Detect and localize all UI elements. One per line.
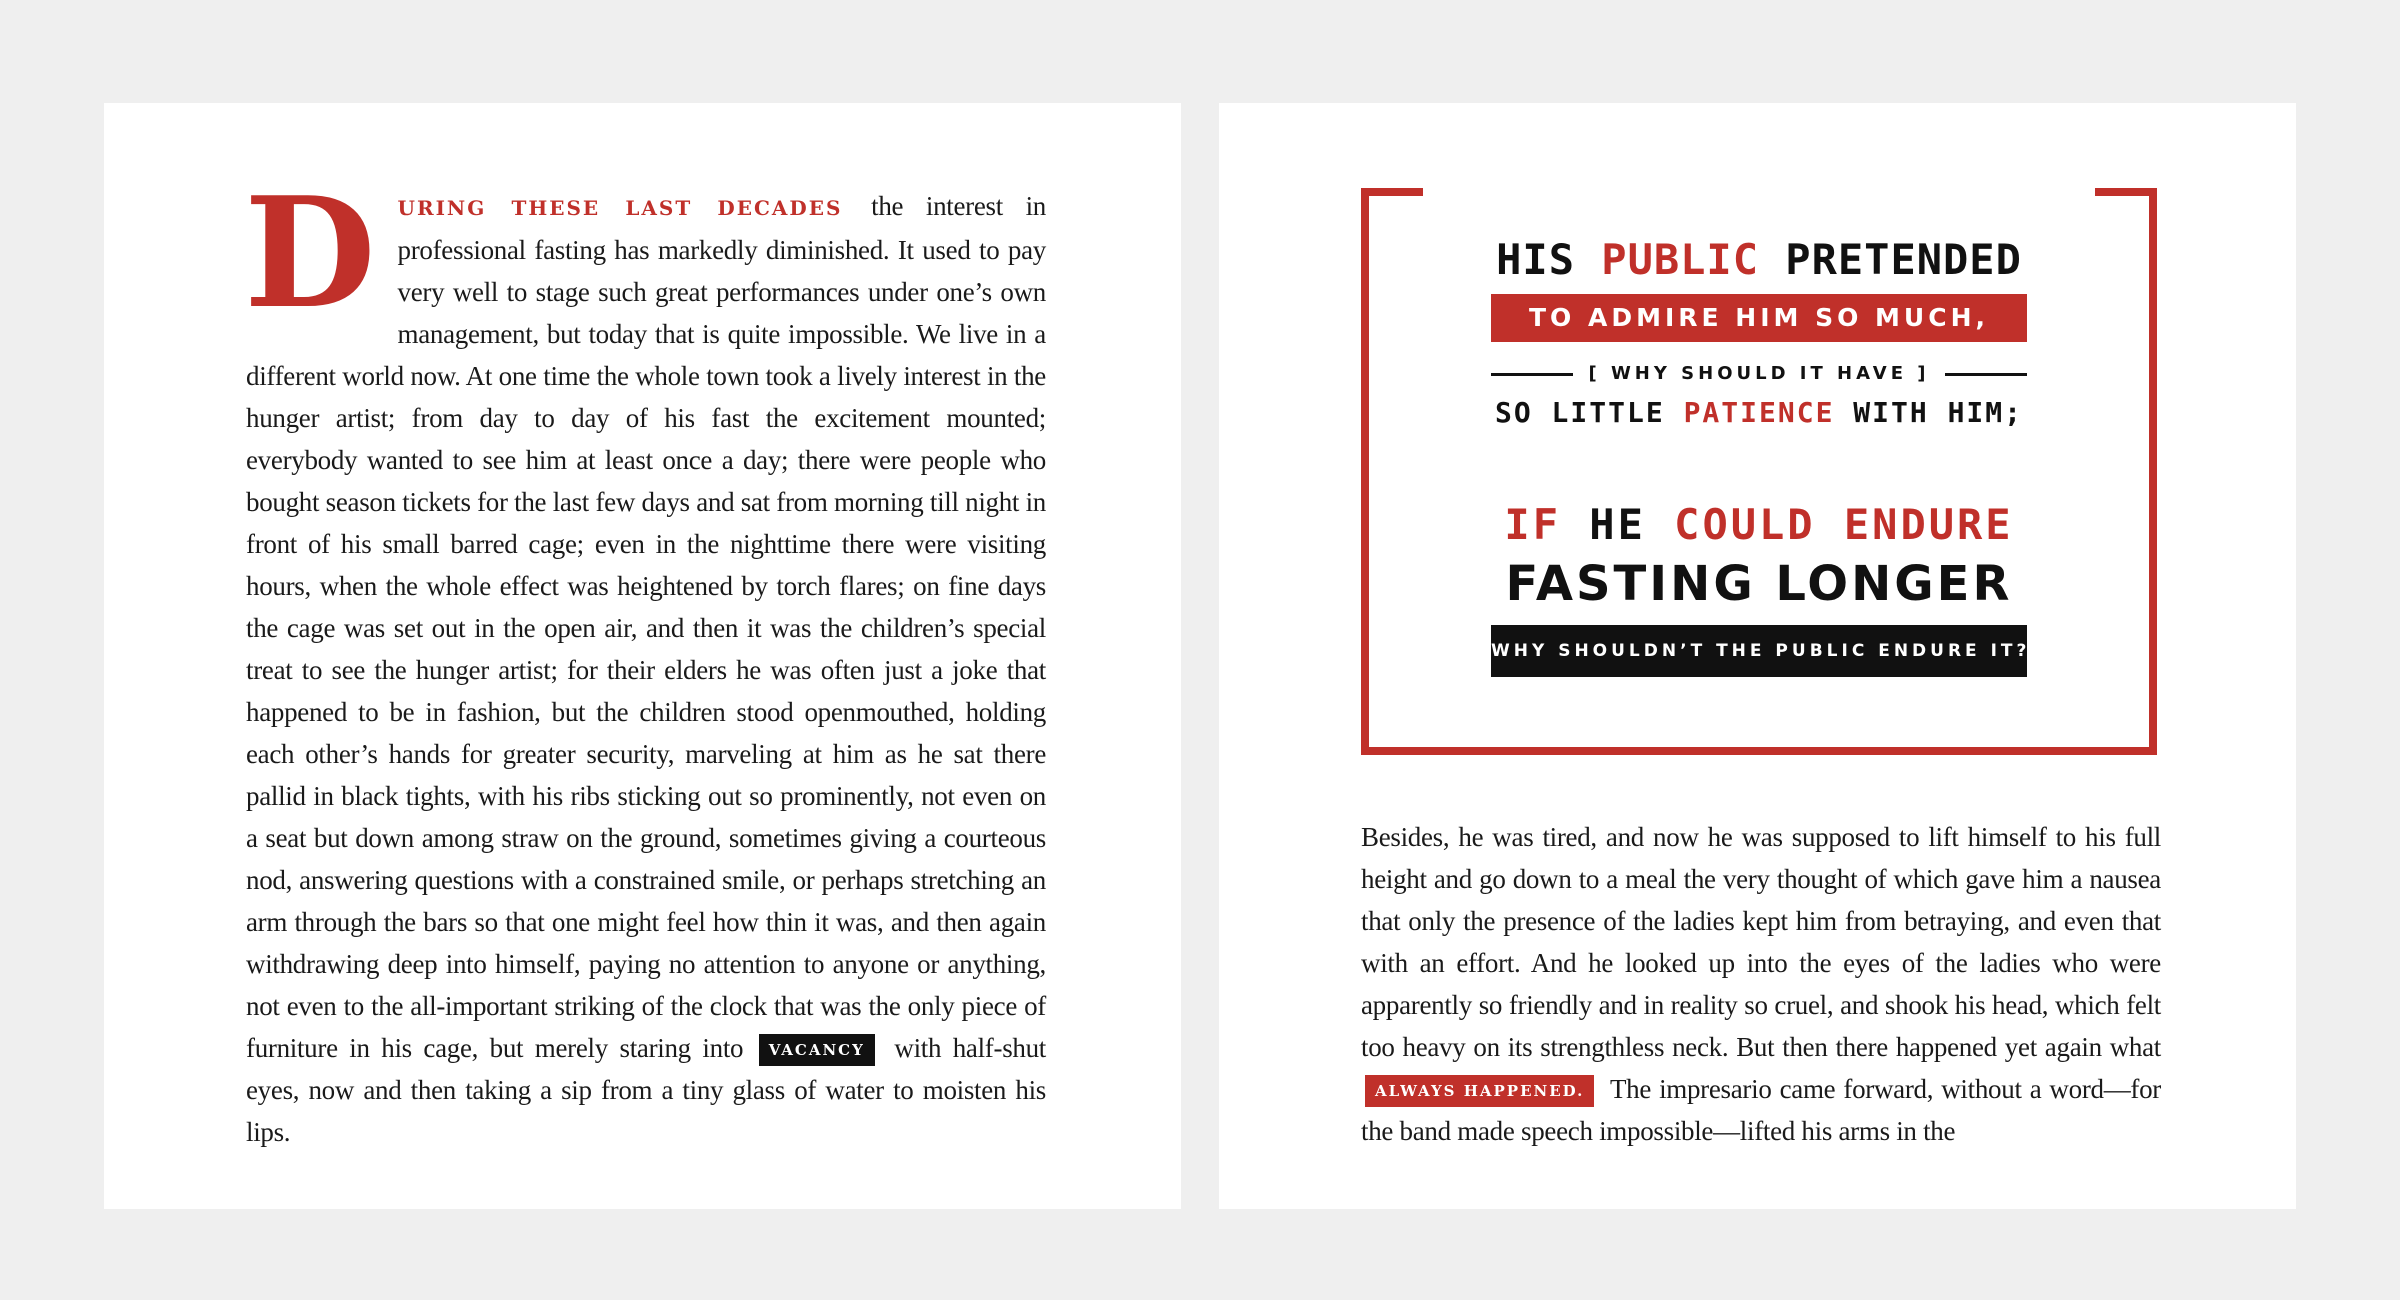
right-paragraph-end: The impresario came forward, without a word—for the band made speech impossible—lifted his arms in the (1361, 1074, 2161, 1146)
quote-word: SO LITTLE (1494, 396, 1665, 429)
bracket-top-left (1361, 188, 1423, 196)
bracket-bottom (1361, 747, 2157, 755)
quote-line-3 (1491, 358, 2027, 390)
pull-quote-frame (1361, 188, 2157, 755)
quote-line-6: FASTING LONGER (1505, 556, 2013, 612)
right-body-text (1361, 816, 2161, 1152)
quote-line-7-banner: WHY SHOULDN’T THE PUBLIC ENDURE IT? (1491, 625, 2027, 677)
quote-word-highlight: PATIENCE (1683, 396, 1835, 429)
right-paragraph: Besides, he was tired, and now he was supposed to lift himself to his full height and go down to a meal the very thought of which gave him a nausea that only the presence of the ladies kept him from betraying, and even that with an effort. And he looked up into the eyes of the ladies who were apparently so friendly and in reality so cruel, and shook his head, which felt too heavy on its strengthless neck. But then there happened yet again what (1361, 822, 2161, 1062)
quote-rule-left (1491, 373, 1573, 376)
quote-word: WITH HIM; (1853, 396, 2023, 429)
quote-word: PRETENDED (1785, 235, 2022, 284)
quote-word-highlight: IF (1504, 500, 1561, 549)
quote-aside: [ WHY SHOULD IT HAVE ] (1588, 363, 1930, 384)
lead-in: URING THESE LAST DECADES (397, 196, 843, 220)
quote-rule-right (1945, 373, 2027, 376)
quote-line-1 (1491, 232, 2027, 288)
quote-line-5 (1491, 498, 2027, 552)
quote-word-highlight: PUBLIC (1601, 235, 1759, 284)
quote-word-highlight: COULD ENDURE (1674, 500, 2014, 549)
left-body-text (244, 163, 1046, 1153)
quote-line-2-banner: TO ADMIRE HIM SO MUCH, (1491, 294, 2027, 342)
left-paragraph: the interest in professional fasting has markedly diminished. It used to pay very well to stage such great performances under one’s own management, but today that is quite impossible. We live in a different world now. At one time the whole town took a lively interest in the hunger artist; from day to day of his fast the excitement mounted; everybody wanted to see him at least once a day; there were people who bought season tickets for the last few days and sat from morning till night in front of his small barred cage; even in the nighttime there were visiting hours, when the whole effect was heightened by torch flares; on fine days the cage was set out in the open air, and then it was the children’s special treat to see the hunger artist; for their elders he was often just a joke that happened to be in fashion, but the children stood openmouthed, holding each other’s hands for greater security, marveling at him as he sat there pallid in black tights, with his ribs sticking out so prominently, not even on a seat but down among straw on the ground, sometimes giving a courteous nod, answering questions with a constrained smile, or perhaps stretching an arm through the bars so that one might feel how thin it was, and then again withdrawing deep into himself, paying no attention to anyone or anything, not even to the all-important striking of the clock that was the only piece of furniture in his cage, but merely staring into (246, 191, 1046, 1063)
bracket-left (1361, 188, 1369, 755)
bracket-top-right (2095, 188, 2157, 196)
left-page (104, 103, 1181, 1209)
vacancy-tag: VACANCY (759, 1034, 875, 1066)
always-happened-tag: ALWAYS HAPPENED. (1365, 1075, 1594, 1107)
quote-line-4 (1491, 393, 2027, 433)
right-page (1219, 103, 2296, 1209)
bracket-right (2149, 188, 2157, 755)
quote-word: HIS (1496, 235, 1575, 284)
drop-cap: D (244, 163, 376, 342)
quote-word: HE (1589, 500, 1646, 549)
left-paragraph-end: with half-shut eyes, now and then taking a sip from a tiny glass of water to moisten his lips. (246, 1033, 1046, 1147)
